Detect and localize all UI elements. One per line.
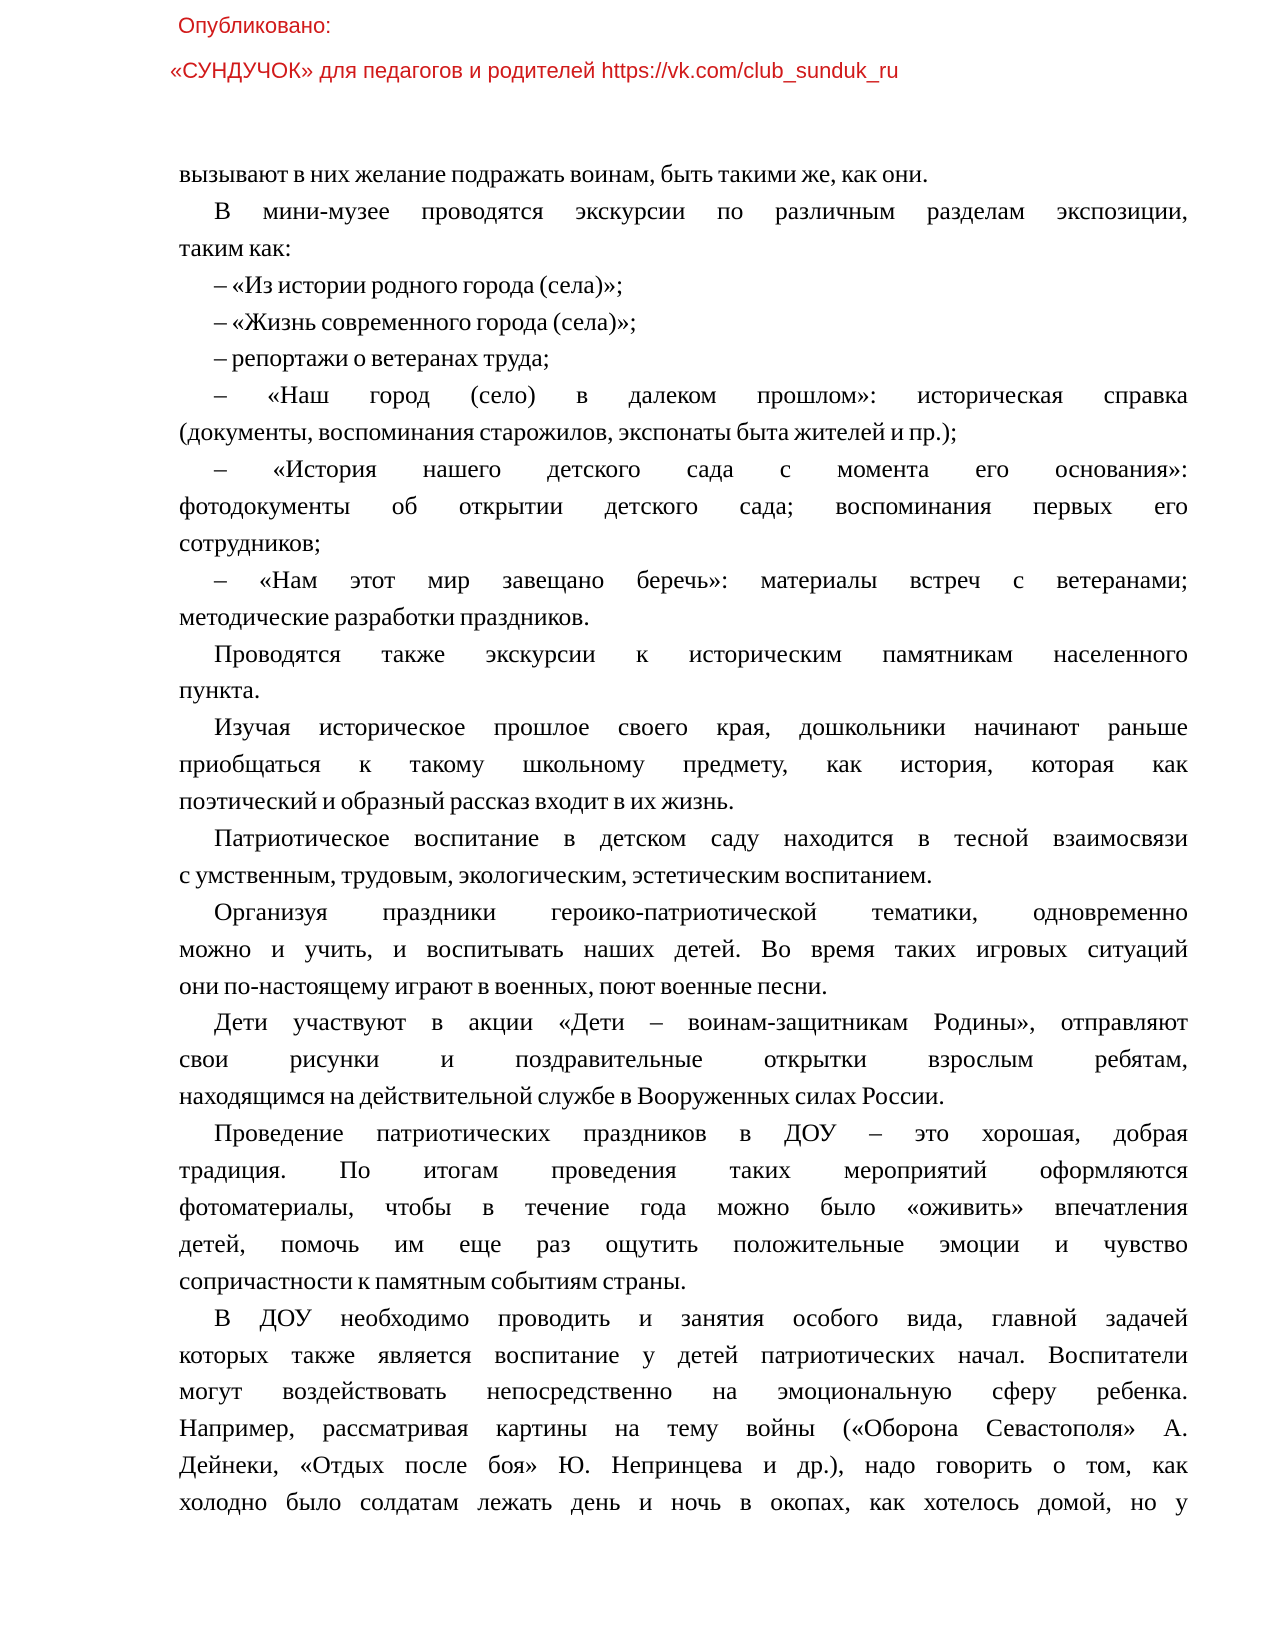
text-line: вызывают в них желание подражать воинам, быть такими же, как они. (179, 159, 929, 188)
text-line: могут воздействовать непосредственно на эмоциональную сферу ребенка. (179, 1376, 1188, 1406)
text-line: Организуя праздники героико-патриотической тематики, одновременно (214, 896, 1188, 926)
document-body (179, 156, 1188, 1521)
published-header (170, 12, 1190, 85)
text-line: Например, рассматривая картины на тему войны («Оборона Севастополя» А. (179, 1413, 1188, 1443)
text-line: Проведение патриотических праздников в ДОУ – это хорошая, добрая (214, 1118, 1188, 1148)
published-label: Опубликовано: (178, 13, 332, 38)
text-line: – «Наш город (село) в далеком прошлом»: историческая справка (214, 380, 1188, 410)
text-line: таким как: (179, 232, 292, 262)
text-line: Патриотическое воспитание в детском саду находится в тесной взаимосвязи (214, 823, 1188, 853)
text-line: (документы, воспоминания старожилов, экспонаты быта жителей и пр.); (179, 417, 958, 447)
text-line: с умственным, трудовым, экологическим, эстетическим воспитанием. (179, 859, 933, 889)
text-line: – репортажи о ветеранах труда; (214, 343, 550, 373)
text-line: сотрудников; (179, 527, 321, 557)
text-line: методические разработки праздников. (179, 601, 590, 631)
text-line: пункта. (179, 675, 261, 705)
text-line: свои рисунки и поздравительные открытки взрослым ребятам, (179, 1044, 1188, 1074)
text-line: В мини-музее проводятся экскурсии по различным разделам экспозиции, (214, 195, 1188, 225)
text-line: – «Жизнь современного города (села)»; (214, 306, 637, 336)
text-line: поэтический и образный рассказ входит в их жизнь. (179, 786, 735, 816)
text-line: – «Нам этот мир завещано беречь»: материалы встреч с ветеранами; (214, 564, 1188, 594)
text-line: – «История нашего детского сада с момента его основания»: (214, 454, 1188, 484)
text-line: – «Из истории родного города (села)»; (214, 269, 624, 299)
source-link-line[interactable]: «СУНДУЧОК» для педагогов и родителей https://vk.com/club_sunduk_ru (170, 58, 899, 83)
text-line: Дети участвуют в акции «Дети – воинам-защитникам Родины», отправляют (214, 1007, 1188, 1037)
text-line: которых также является воспитание у детей патриотических начал. Воспитатели (179, 1339, 1188, 1369)
text-line: фотоматериалы, чтобы в течение года можно было «оживить» впечатления (179, 1191, 1188, 1221)
text-line: фотодокументы об открытии детского сада; воспоминания первых его (179, 491, 1188, 521)
text-line: находящимся на действительной службе в Вооруженных силах России. (179, 1081, 945, 1111)
text-line: холодно было солдатам лежать день и ночь в окопах, как хотелось домой, но у (179, 1487, 1188, 1517)
text-line: Дейнеки, «Отдых после боя» Ю. Непринцева и др.), надо говорить о том, как (179, 1450, 1188, 1480)
text-line: можно и учить, и воспитывать наших детей. Во время таких игровых ситуаций (179, 933, 1188, 963)
text-line: приобщаться к такому школьному предмету, как история, которая как (179, 749, 1188, 779)
text-line: В ДОУ необходимо проводить и занятия особого вида, главной задачей (214, 1302, 1188, 1332)
text-line: Проводятся также экскурсии к историческим памятникам населенного (214, 638, 1188, 668)
text-line: детей, помочь им еще раз ощутить положительные эмоции и чувство (179, 1228, 1188, 1258)
text-line: сопричастности к памятным событиям страны. (179, 1265, 687, 1295)
text-line: традиция. По итогам проведения таких мероприятий оформляются (179, 1155, 1188, 1185)
text-line: Изучая историческое прошлое своего края, дошкольники начинают раньше (214, 712, 1188, 742)
text-line: они по-настоящему играют в военных, поют военные песни. (179, 970, 828, 1000)
